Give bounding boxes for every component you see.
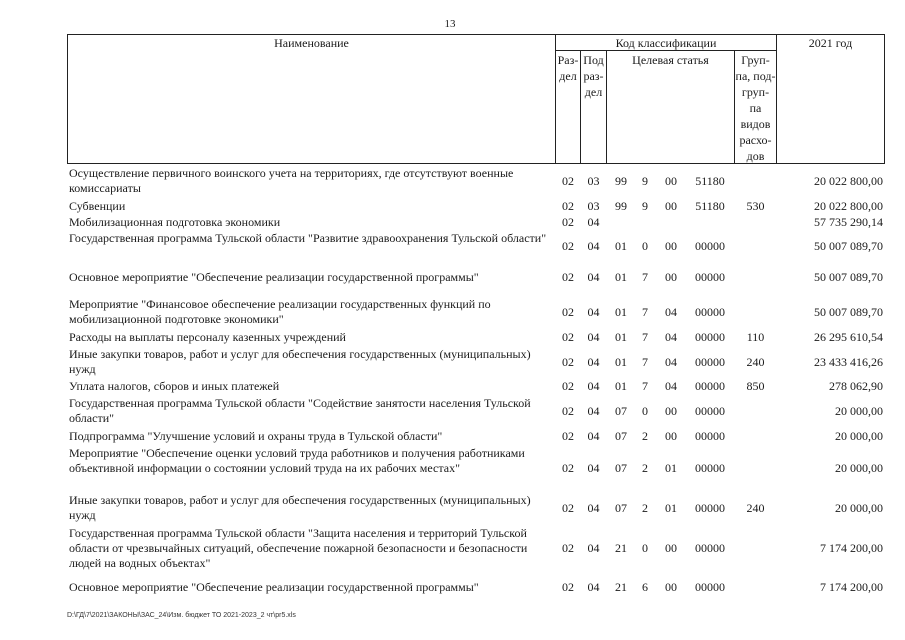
row-razdel: 02: [562, 501, 574, 515]
header-left-border: [67, 34, 68, 164]
row-amount: 50 007 089,70: [814, 270, 883, 284]
row-amount: 57 735 290,14: [814, 215, 883, 229]
row-target-program: 01: [615, 270, 627, 284]
row-target-program: 01: [615, 379, 627, 393]
row-target-event: 00: [665, 199, 677, 213]
table-row: [67, 329, 885, 346]
row-target-event: 00: [665, 174, 677, 188]
table-header: [67, 34, 885, 164]
row-target-type: 7: [642, 379, 648, 393]
row-razdel: 02: [562, 330, 574, 344]
row-amount: 20 000,00: [835, 429, 883, 443]
header-razdel-line: дел: [559, 69, 577, 83]
row-razdel: 02: [562, 404, 574, 418]
row-razdel: 02: [562, 270, 574, 284]
table-body: [67, 165, 885, 599]
row-target-program: 07: [615, 429, 627, 443]
row-razdel: 02: [562, 239, 574, 253]
header-code-group: Код классификации: [615, 36, 717, 50]
row-razdel: 02: [562, 429, 574, 443]
row-target-event: 04: [665, 330, 677, 344]
row-target-direction: 51180: [695, 199, 725, 213]
row-amount: 20 022 800,00: [814, 199, 883, 213]
row-target-program: 01: [615, 239, 627, 253]
row-target-type: 0: [642, 239, 648, 253]
header-group-line: видов: [740, 117, 771, 131]
header-divider-year: [776, 34, 777, 164]
row-target-event: 04: [665, 379, 677, 393]
row-podrazdel: 04: [587, 501, 600, 515]
row-podrazdel: 04: [587, 461, 600, 475]
row-amount: 50 007 089,70: [814, 239, 883, 253]
row-target-type: 0: [642, 404, 648, 418]
row-amount: 23 433 416,26: [814, 355, 883, 369]
row-amount: 7 174 200,00: [820, 580, 883, 594]
row-amount: 20 000,00: [835, 461, 883, 475]
row-vid: 240: [746, 501, 765, 515]
row-target-event: 01: [665, 461, 677, 475]
row-amount: 7 174 200,00: [820, 541, 883, 555]
header-group-line: Груп-: [741, 53, 770, 67]
row-name: Подпрограмма "Улучшение условий и охраны труда в Тульской области": [69, 429, 443, 443]
row-target-direction: 00000: [695, 404, 725, 418]
row-target-type: 7: [642, 330, 648, 344]
row-vid: 110: [746, 330, 765, 344]
row-target-direction: 00000: [695, 355, 725, 369]
row-podrazdel: 04: [587, 355, 600, 369]
row-vid: 530: [746, 199, 765, 213]
row-razdel: 02: [562, 461, 574, 475]
row-razdel: 02: [562, 215, 574, 229]
row-target-type: 6: [642, 580, 648, 594]
row-target-event: 00: [665, 404, 677, 418]
header-podrazdel-line: Под: [583, 53, 604, 67]
table-row: [67, 525, 885, 575]
row-name: Уплата налогов, сборов и иных платежей: [69, 379, 280, 393]
row-podrazdel: 04: [587, 429, 600, 443]
header-group-line: груп-: [741, 85, 770, 99]
row-target-direction: 00000: [695, 501, 725, 515]
row-target-direction: 00000: [695, 541, 725, 555]
row-name: Субвенции: [69, 199, 126, 213]
row-name: Мероприятие "Финансовое обеспечение реализации государственных функций по мобилизационной подготовке экономики": [69, 297, 491, 326]
row-target-type: 2: [642, 501, 648, 515]
row-razdel: 02: [562, 541, 574, 555]
row-target-type: 0: [642, 541, 648, 555]
header-razdel-line: Раз-: [557, 53, 579, 67]
row-podrazdel: 04: [587, 379, 600, 393]
row-target-direction: 00000: [695, 239, 725, 253]
row-target-event: 04: [665, 355, 677, 369]
row-name: Основное мероприятие "Обеспечение реализации государственной программы": [69, 270, 479, 284]
row-vid: 240: [746, 355, 765, 369]
row-target-direction: 00000: [695, 330, 725, 344]
row-target-program: 21: [615, 541, 627, 555]
header-group-line: па, под-: [735, 69, 776, 83]
header-year: 2021 год: [808, 36, 853, 50]
row-target-event: 00: [665, 429, 677, 443]
table-row: [67, 266, 885, 293]
table-row: [67, 395, 885, 427]
header-name: Наименование: [274, 36, 349, 50]
row-razdel: 02: [562, 199, 574, 213]
table-row: [67, 378, 885, 395]
row-target-type: 7: [642, 305, 648, 319]
header-group: [735, 52, 776, 164]
row-vid: 850: [746, 379, 765, 393]
row-podrazdel: 03: [587, 174, 600, 188]
row-amount: 20 022 800,00: [814, 174, 883, 188]
table-row: [67, 346, 885, 378]
row-razdel: 02: [562, 580, 574, 594]
header-group-line: па: [749, 101, 762, 115]
row-target-event: 00: [665, 239, 677, 253]
row-target-direction: 51180: [695, 174, 725, 188]
row-amount: 50 007 089,70: [814, 305, 883, 319]
file-path-footer: D:\ГД\7\2021\ЗАКОНЫ\ЗАС_24\Изм. бюджет ТО 2021-2023_2 чт\pr5.xls: [67, 612, 296, 619]
row-target-event: 01: [665, 501, 677, 515]
row-podrazdel: 04: [587, 215, 600, 229]
table-row: [67, 293, 885, 329]
row-razdel: 02: [562, 379, 574, 393]
row-razdel: 02: [562, 355, 574, 369]
row-target-direction: 00000: [695, 270, 725, 284]
row-target-direction: 00000: [695, 379, 725, 393]
row-name: Государственная программа Тульской области "Защита населения и территорий Тульской области от чрезвычайных ситуаций, обеспечение пожарной безопасности и безопасности людей на водных объектах": [69, 526, 528, 570]
row-podrazdel: 03: [587, 199, 600, 213]
row-target-program: 99: [615, 199, 627, 213]
row-name: Расходы на выплаты персоналу казенных учреждений: [69, 330, 346, 344]
row-target-program: 07: [615, 404, 627, 418]
row-target-program: 01: [615, 305, 627, 319]
row-target-type: 7: [642, 270, 648, 284]
row-target-event: 04: [665, 305, 677, 319]
row-name: Иные закупки товаров, работ и услуг для обеспечения государственных (муниципальных) нужд: [69, 347, 531, 376]
row-name: Основное мероприятие "Обеспечение реализации государственной программы": [69, 580, 479, 594]
header-podrazdel-line: дел: [584, 85, 603, 99]
table-row: [67, 492, 885, 525]
table-row: [67, 427, 885, 445]
row-name: Государственная программа Тульской области "Содействие занятости населения Тульской области": [69, 396, 531, 425]
row-target-program: 07: [615, 461, 627, 475]
row-target-event: 00: [665, 541, 677, 555]
row-target-type: 9: [642, 174, 648, 188]
header-group-line: дов: [746, 149, 765, 163]
row-name: Мероприятие "Обеспечение оценки условий труда работников и получения работниками объективной информации о состоянии условий труда на их рабочих местах": [69, 446, 525, 475]
row-name: Осуществление первичного воинского учета на территориях, где отсутствуют военные комиссариаты: [69, 166, 514, 195]
row-target-direction: 00000: [695, 461, 725, 475]
header-target: Целевая статья: [632, 53, 709, 67]
row-target-event: 00: [665, 270, 677, 284]
row-target-program: 07: [615, 501, 627, 515]
row-target-program: 01: [615, 330, 627, 344]
row-target-event: 00: [665, 580, 677, 594]
page-number: 13: [444, 18, 456, 30]
row-podrazdel: 04: [587, 330, 600, 344]
table-row: [67, 230, 885, 266]
row-target-direction: 00000: [695, 580, 725, 594]
row-podrazdel: 04: [587, 541, 600, 555]
row-target-type: 2: [642, 429, 648, 443]
table-row: [67, 575, 885, 599]
header-right-border: [884, 34, 885, 164]
row-podrazdel: 04: [587, 580, 600, 594]
table-row: [67, 445, 885, 492]
row-name: Мобилизационная подготовка экономики: [69, 215, 281, 229]
row-target-program: 21: [615, 580, 627, 594]
row-podrazdel: 04: [587, 305, 600, 319]
header-group-line: расхо-: [739, 133, 772, 147]
row-podrazdel: 04: [587, 239, 600, 253]
row-amount: 20 000,00: [835, 501, 883, 515]
header-podrazdel: [581, 52, 606, 100]
row-name: Государственная программа Тульской области "Развитие здравоохранения Тульской области": [69, 231, 547, 245]
table-row: [67, 198, 885, 214]
header-razdel: [556, 52, 580, 84]
row-podrazdel: 04: [587, 404, 600, 418]
header-podrazdel-line: раз-: [583, 69, 604, 83]
row-target-type: 9: [642, 199, 648, 213]
row-razdel: 02: [562, 305, 574, 319]
row-target-program: 99: [615, 174, 627, 188]
row-target-direction: 00000: [695, 429, 725, 443]
row-amount: 26 295 610,54: [814, 330, 883, 344]
row-target-program: 01: [615, 355, 627, 369]
row-amount: 278 062,90: [829, 379, 883, 393]
table-row: [67, 214, 885, 230]
row-name: Иные закупки товаров, работ и услуг для обеспечения государственных (муниципальных) нужд: [69, 493, 531, 522]
row-target-type: 2: [642, 461, 648, 475]
row-target-type: 7: [642, 355, 648, 369]
row-target-direction: 00000: [695, 305, 725, 319]
row-razdel: 02: [562, 174, 574, 188]
table-row: [67, 165, 885, 198]
row-amount: 20 000,00: [835, 404, 883, 418]
row-podrazdel: 04: [587, 270, 600, 284]
